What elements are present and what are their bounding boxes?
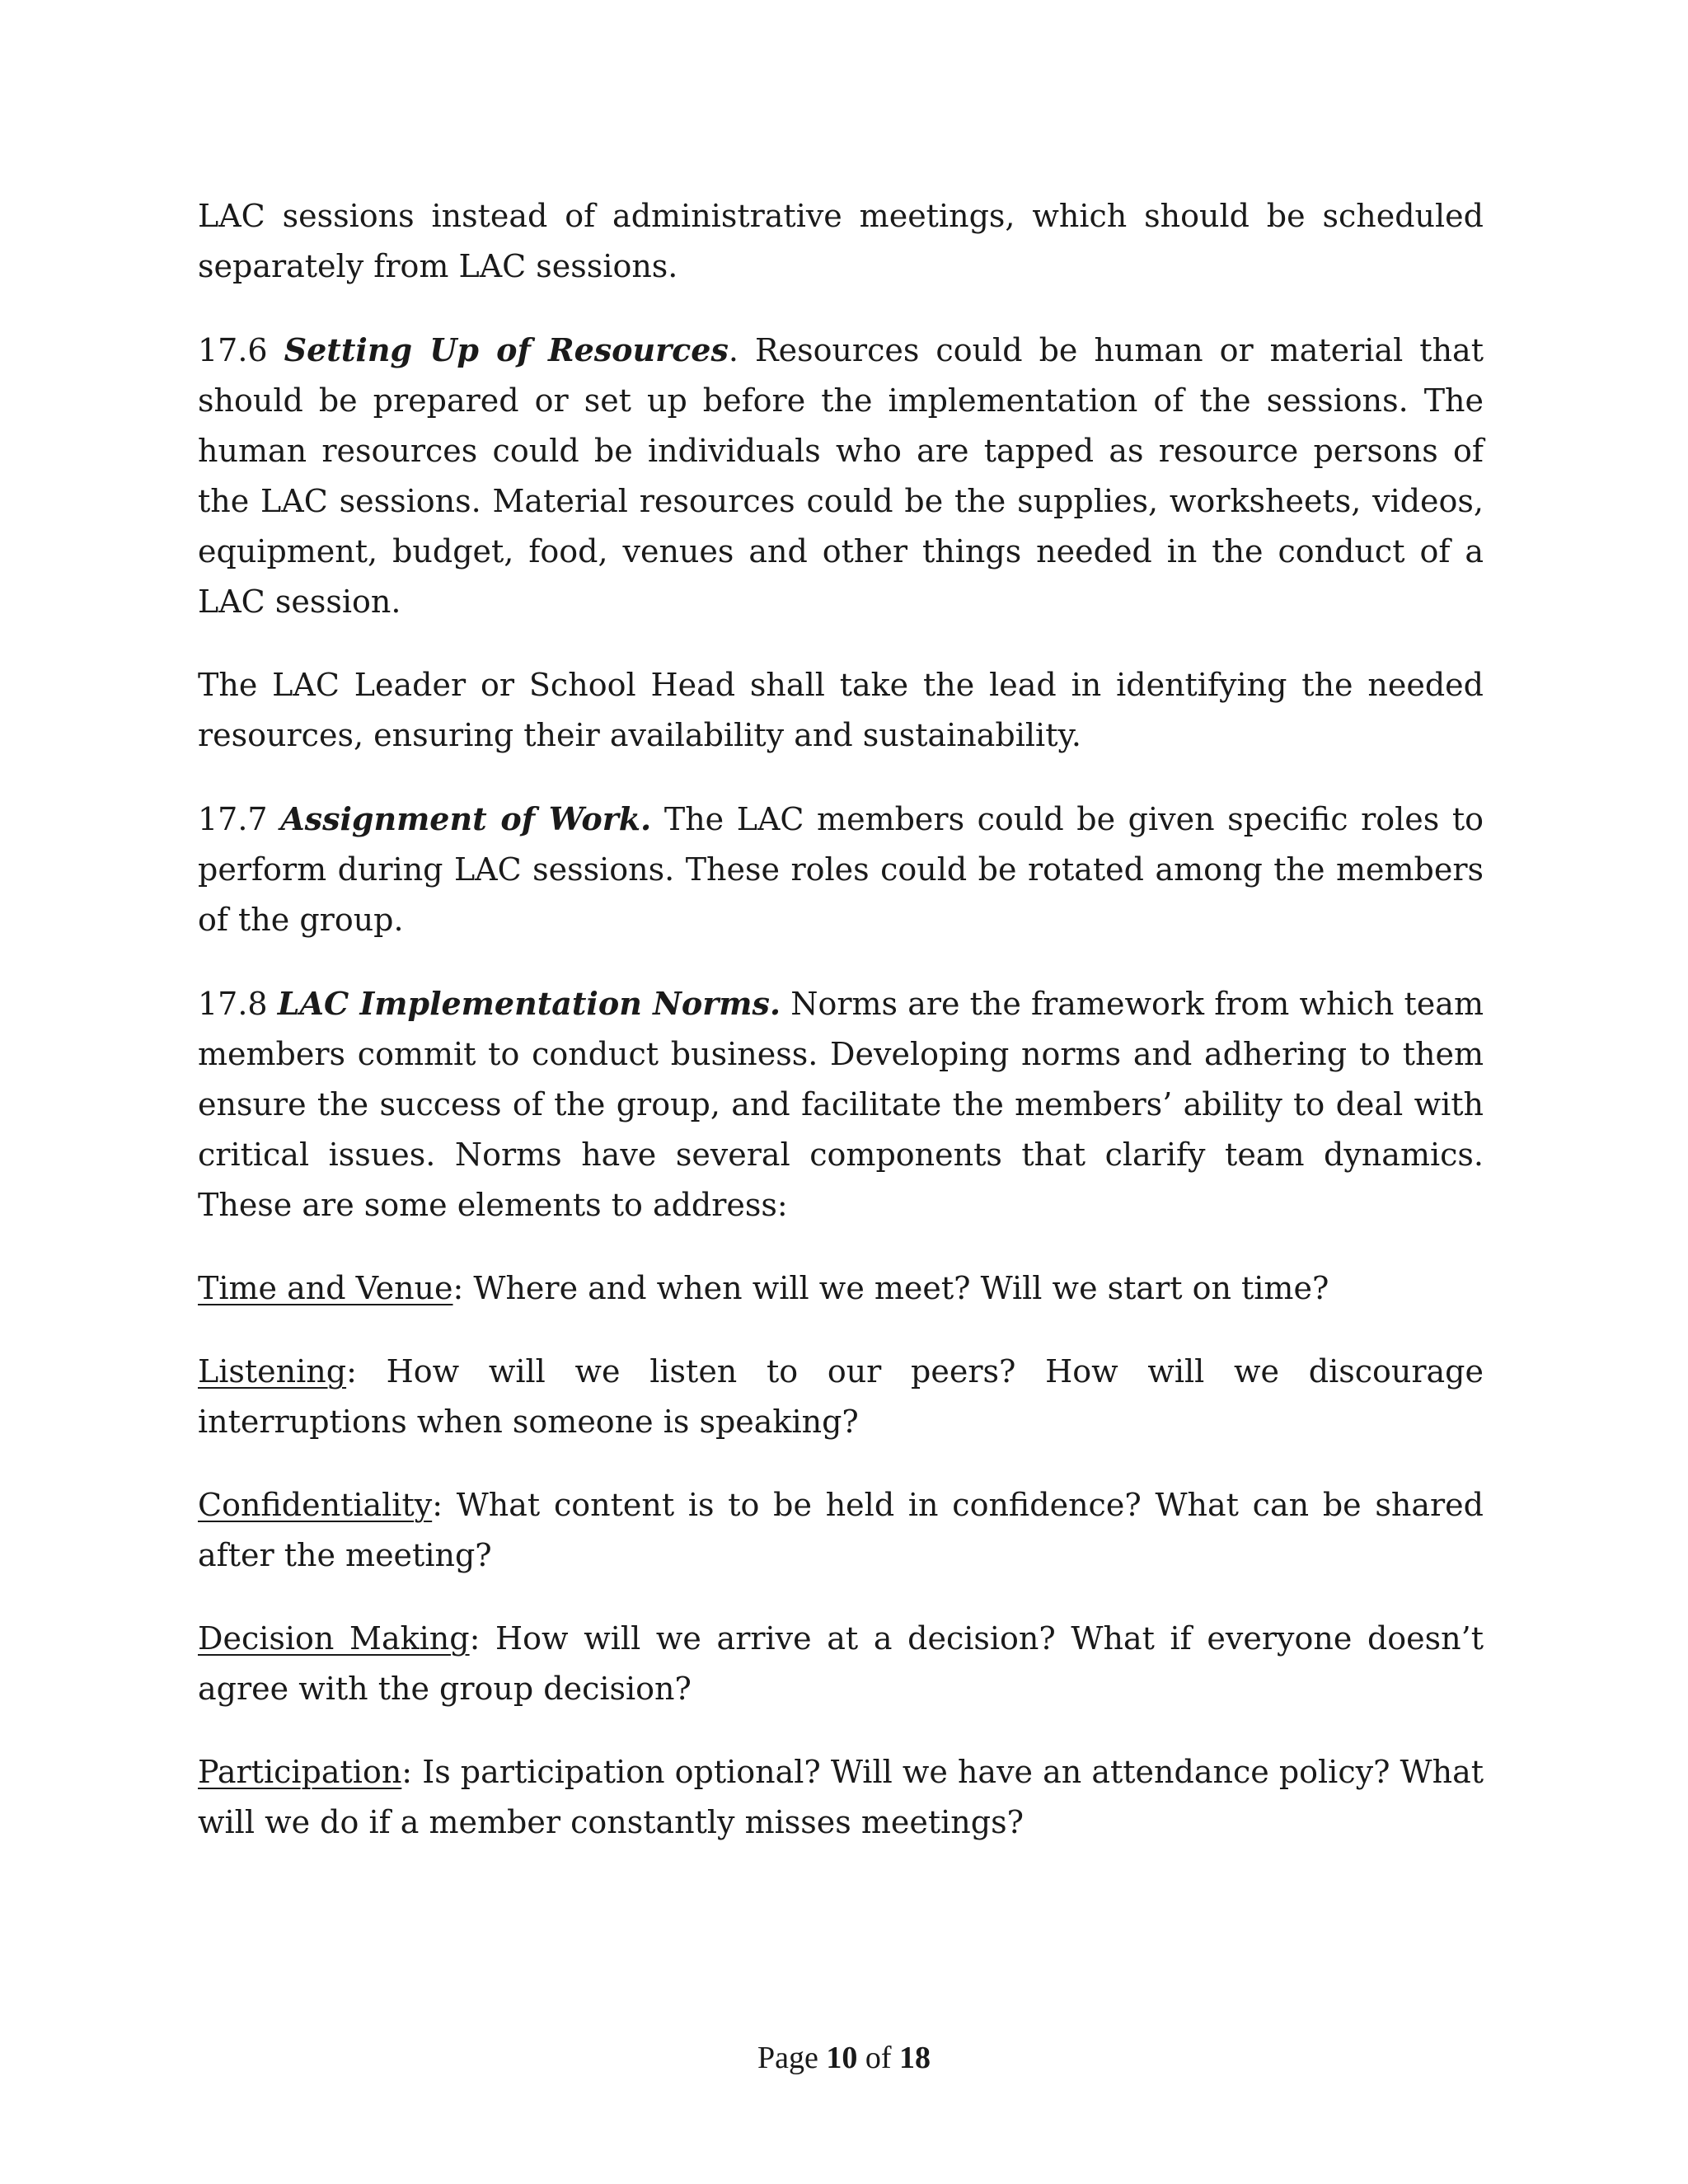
norm-text: : Where and when will we meet? Will we start on time? [452, 1270, 1329, 1306]
norm-term: Decision Making [198, 1620, 470, 1657]
section-17-6 [198, 325, 1484, 627]
section-number: 17.8 [198, 986, 268, 1022]
norm-confidentiality [198, 1480, 1484, 1581]
section-body: Norms are the framework from which team members commit to conduct business. Developing norms and adhering to them ensure the success of the group, and facilitate the members’ ability to deal with critical issues. Norms have several components that clarify team dynamics. These are some elements to address: [198, 986, 1484, 1223]
section-number: 17.6 [198, 332, 268, 368]
page-label: Page [757, 2041, 818, 2075]
norm-listening [198, 1347, 1484, 1447]
norm-text: : What content is to be held in confidence? What can be shared after the meeting? [198, 1487, 1484, 1573]
norm-time-and-venue [198, 1263, 1484, 1314]
section-17-8 [198, 978, 1484, 1230]
paragraph-lac-leader: The LAC Leader or School Head shall take the lead in identifying the needed resources, ensuring their availability and sustainability. [198, 667, 1484, 753]
norm-participation [198, 1747, 1484, 1848]
norm-term: Participation [198, 1754, 402, 1790]
section-number: 17.7 [198, 801, 268, 837]
norm-decision-making [198, 1614, 1484, 1714]
section-title-setting-up-of-resources: Setting Up of Resources [284, 331, 729, 368]
section-17-7 [198, 794, 1484, 945]
norm-text: : How will we listen to our peers? How will we discourage interruptions when someone is speaking? [198, 1353, 1484, 1440]
norm-text: : How will we arrive at a decision? What if everyone doesn’t agree with the group decision? [198, 1620, 1484, 1707]
current-page-number: 10 [826, 2041, 858, 2075]
norm-text: : Is participation optional? Will we have an attendance policy? What will we do if a member constantly misses meetings? [198, 1754, 1484, 1840]
page-of-label: of [865, 2041, 892, 2075]
document-page [198, 191, 1484, 1848]
norm-term: Listening [198, 1353, 347, 1390]
section-title-lac-implementation-norms: LAC Implementation Norms. [277, 985, 781, 1022]
page-footer [0, 2037, 1688, 2079]
norm-term: Confidentiality [198, 1487, 433, 1523]
section-body: The LAC members could be given specific roles to perform during LAC sessions. These roles could be rotated among the members of the group. [198, 801, 1484, 938]
norm-term: Time and Venue [198, 1270, 453, 1306]
section-body: . Resources could be human or material that should be prepared or set up before the implementation of the sessions. The human resources could be individuals who are tapped as resource persons of the LAC sessions. Material resources could be the supplies, worksheets, videos, equipment, budget, food, venues and other things needed in the conduct of a LAC session. [198, 332, 1484, 620]
paragraph-lac-sessions-continuation: LAC sessions instead of administrative meetings, which should be scheduled separately from LAC sessions. [198, 198, 1484, 284]
total-page-count: 18 [899, 2041, 931, 2075]
section-title-assignment-of-work: Assignment of Work. [280, 800, 652, 837]
